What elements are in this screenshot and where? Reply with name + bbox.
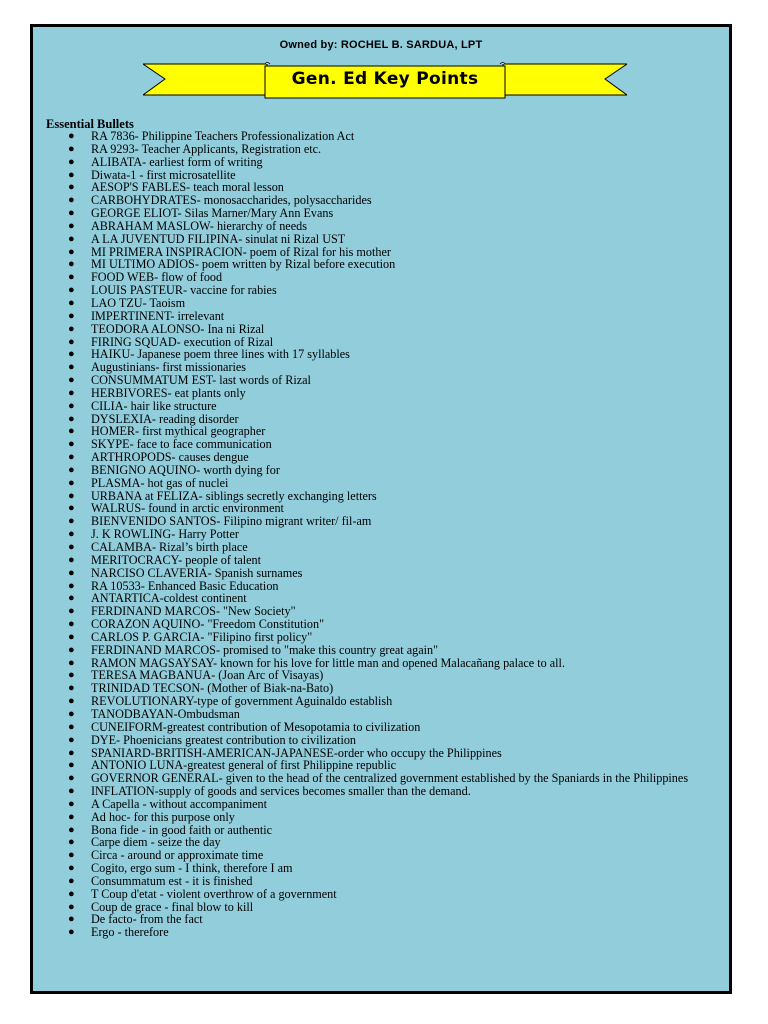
bullet-icon: ●: [68, 142, 75, 155]
list-item: [68, 732, 711, 747]
bullet-icon: ●: [68, 707, 75, 720]
bullet-icon: ●: [68, 489, 75, 502]
list-item-text: AESOP'S FABLES- teach moral lesson: [91, 180, 284, 195]
list-item: [68, 886, 711, 901]
list-item-text: CARBOHYDRATES- monosaccharides, polysaccharides: [91, 193, 372, 208]
list-item-text: ANTONIO LUNA-greatest general of first Philippine republic: [91, 758, 397, 773]
list-item-text: Ergo - therefore: [91, 925, 169, 940]
bullet-icon: ●: [68, 245, 75, 258]
list-item-text: FOOD WEB- flow of food: [91, 270, 223, 285]
list-item-text: CALAMBA- Rizal’s birth place: [91, 540, 248, 554]
list-item: [68, 218, 711, 233]
list-item-text: T Coup d'etat - violent overthrow of a government: [91, 886, 337, 901]
list-item: [68, 617, 711, 632]
bullet-icon: ●: [68, 926, 75, 939]
bullet-icon: ●: [68, 553, 75, 566]
bullet-icon: ●: [68, 155, 75, 168]
bullet-icon: ●: [68, 258, 75, 271]
owner-line: Owned by: ROCHEL B. SARDUA, LPT: [279, 39, 483, 51]
list-item-text: Ad hoc- for this purpose only: [91, 809, 235, 824]
list-item-text: FERDINAND MARCOS- promised to "make this country great again": [91, 642, 439, 657]
bullet-icon: ●: [68, 759, 75, 772]
bullet-icon: ●: [68, 862, 75, 875]
list-item-text: Augustinians- first missionaries: [91, 360, 247, 375]
list-item-text: Cogito, ergo sum - I think, therefore I am: [91, 861, 293, 876]
list-item-text: A LA JUVENTUD FILIPINA- sinulat ni Rizal UST: [91, 231, 346, 246]
bullet-icon: ●: [68, 322, 75, 335]
list-item: [68, 373, 711, 388]
list-item-text: TERESA MAGBANUA- (Joan Arc of Visayas): [91, 668, 324, 683]
bullet-icon: ●: [68, 887, 75, 900]
list-item-text: MERITOCRACY- people of talent: [91, 552, 262, 567]
list-item: [68, 231, 711, 246]
bullet-icon: ●: [68, 772, 75, 785]
list-item-text: HERBIVORES- eat plants only: [91, 385, 246, 400]
list-item: [68, 629, 711, 644]
bullet-icon: ●: [68, 669, 75, 682]
bullet-icon: ●: [68, 785, 75, 798]
list-item: [68, 784, 711, 799]
bullet-icon: ●: [68, 194, 75, 207]
bullet-icon: ●: [68, 682, 75, 695]
bullet-icon: ●: [68, 425, 75, 438]
list-item-text: MI ULTIMO ADIOS- poem written by Rizal before execution: [91, 257, 396, 272]
list-item-text: HOMER- first mythical geographer: [91, 424, 266, 439]
list-item-text: FIRING SQUAD- execution of Rizal: [91, 334, 274, 349]
bullet-icon: ●: [68, 399, 75, 412]
list-item: [68, 450, 711, 465]
list-item-text: RA 10533- Enhanced Basic Education: [91, 578, 279, 593]
list-item-text: J. K ROWLING- Harry Potter: [91, 527, 239, 542]
document-title: Gen. Ed Key Points: [291, 69, 479, 89]
list-item-text: URBANA at FELIZA- siblings secretly exchanging letters: [91, 488, 377, 503]
list-item-text: REVOLUTIONARY-type of government Aguinaldo establish: [91, 694, 393, 709]
bullet-icon: ●: [68, 643, 75, 656]
list-item: [68, 154, 711, 169]
list-item-text: SKYPE- face to face communication: [91, 437, 272, 452]
list-item-text: LOUIS PASTEUR- vaccine for rabies: [91, 283, 277, 298]
list-item-text: RA 9293- Teacher Applicants, Registration etc.: [91, 141, 322, 156]
bullet-icon: ●: [68, 348, 75, 361]
list-item: [68, 295, 711, 310]
list-item-text: DYSLEXIA- reading disorder: [91, 411, 239, 426]
list-item-text: HAIKU- Japanese poem three lines with 17 syllables: [91, 347, 350, 362]
list-item: [68, 565, 711, 580]
list-item: [68, 552, 711, 567]
list-item-text: Carpe diem - seize the day: [91, 835, 221, 850]
list-item-text: Consummatum est - it is finished: [91, 873, 253, 888]
bullet-icon: ●: [68, 284, 75, 297]
list-item: [68, 385, 711, 400]
list-item: [68, 809, 711, 824]
list-item: [68, 642, 711, 657]
bullet-icon: ●: [68, 168, 75, 181]
list-item: [68, 861, 711, 876]
bullet-icon: ●: [68, 232, 75, 245]
bullet-list: [68, 129, 711, 940]
list-item: [68, 141, 711, 156]
section-heading: Essential Bullets: [46, 117, 134, 131]
list-item-text: A Capella - without accompaniment: [91, 796, 267, 811]
bullet-icon: ●: [68, 361, 75, 374]
list-item-text: TANODBAYAN-Ombudsman: [91, 706, 240, 721]
bullet-icon: ●: [68, 900, 75, 913]
list-item: [68, 129, 711, 143]
list-item: [68, 206, 711, 221]
bullet-icon: ●: [68, 296, 75, 309]
list-item-text: Bona fide - in good faith or authentic: [91, 822, 273, 837]
bullet-icon: ●: [68, 913, 75, 926]
bullet-icon: ●: [68, 605, 75, 618]
bullet-icon: ●: [68, 592, 75, 605]
list-item: [68, 321, 711, 336]
list-item: [68, 462, 711, 477]
bullet-icon: ●: [68, 849, 75, 862]
list-item-text: PLASMA- hot gas of nuclei: [91, 475, 229, 490]
bullet-icon: ●: [68, 219, 75, 232]
bullet-icon: ●: [68, 130, 75, 142]
bullet-icon: ●: [68, 502, 75, 515]
bullet-icon: ●: [68, 386, 75, 399]
bullet-icon: ●: [68, 810, 75, 823]
list-item: [68, 719, 711, 734]
list-item: [68, 398, 711, 413]
bullet-icon: ●: [68, 618, 75, 631]
bullet-icon: ●: [68, 181, 75, 194]
bullet-icon: ●: [68, 746, 75, 759]
bullet-icon: ●: [68, 823, 75, 836]
list-item-text: CONSUMMATUM EST- last words of Rizal: [91, 373, 311, 388]
list-item-text: Diwata-1 - first microsatellite: [91, 167, 236, 182]
list-item-text: CUNEIFORM-greatest contribution of Mesopotamia to civilization: [91, 719, 421, 734]
bullet-icon: ●: [68, 412, 75, 425]
bullet-icon: ●: [68, 720, 75, 733]
list-item-text: CARLOS P. GARCIA- "Filipino first policy": [91, 629, 313, 644]
bordered-frame: [30, 24, 732, 994]
list-item: [68, 912, 711, 927]
bullet-icon: ●: [68, 541, 75, 553]
list-item-text: TEODORA ALONSO- Ina ni Rizal: [91, 321, 265, 336]
bullet-icon: ●: [68, 630, 75, 643]
list-item-text: BENIGNO AQUINO- worth dying for: [91, 462, 280, 477]
list-item-text: WALRUS- found in arctic environment: [91, 501, 284, 516]
list-item-text: LAO TZU- Taoism: [91, 295, 186, 310]
list-item: [68, 540, 711, 554]
list-item-text: IMPERTINENT- irrelevant: [91, 308, 225, 323]
list-item-text: ALIBATA- earliest form of writing: [91, 154, 263, 169]
list-item-text: CILIA- hair like structure: [91, 398, 217, 413]
bullet-icon: ●: [68, 374, 75, 387]
list-item-text: ABRAHAM MASLOW- hierarchy of needs: [91, 218, 307, 233]
list-item-text: GOVERNOR GENERAL- given to the head of the centralized government established by the Spaniards in the Philippines: [91, 771, 689, 786]
bullet-icon: ●: [68, 579, 75, 592]
list-item-text: FERDINAND MARCOS- "New Society": [91, 604, 296, 619]
bullet-icon: ●: [68, 733, 75, 746]
bullet-icon: ●: [68, 566, 75, 579]
bullet-icon: ●: [68, 695, 75, 708]
bullet-icon: ●: [68, 451, 75, 464]
list-item-text: GEORGE ELIOT- Silas Marner/Mary Ann Evans: [91, 206, 334, 221]
bullet-icon: ●: [68, 476, 75, 489]
list-item: [68, 475, 711, 490]
bullet-icon: ●: [68, 335, 75, 348]
bullet-icon: ●: [68, 515, 75, 528]
list-item-text: DYE- Phoenicians greatest contribution to civilization: [91, 732, 357, 747]
list-item-text: De facto- from the fact: [91, 912, 203, 927]
list-item: [68, 925, 711, 940]
list-item: [68, 706, 711, 721]
list-item-text: BIENVENIDO SANTOS- Filipino migrant writer/ fil-am: [91, 514, 372, 529]
bullet-icon: ●: [68, 309, 75, 322]
list-item-text: RAMON MAGSAYSAY- known for his love for little man and opened Malacañang palace to all.: [91, 655, 565, 670]
bullet-icon: ●: [68, 528, 75, 541]
list-item-text: CORAZON AQUINO- "Freedom Constitution": [91, 617, 325, 632]
list-item-text: Coup de grace - final blow to kill: [91, 899, 254, 914]
bullet-icon: ●: [68, 271, 75, 284]
list-item-text: RA 7836- Philippine Teachers Professionalization Act: [91, 129, 355, 143]
list-item-text: INFLATION-supply of goods and services becomes smaller than the demand.: [91, 784, 471, 799]
bullet-icon: ●: [68, 836, 75, 849]
list-item-text: ANTARTICA-coldest continent: [91, 591, 247, 606]
list-item-text: ARTHROPODS- causes dengue: [91, 450, 249, 465]
list-item: [68, 873, 711, 888]
list-item-text: MI PRIMERA INSPIRACION- poem of Rizal for his mother: [91, 244, 391, 259]
list-item: [68, 308, 711, 323]
bullet-icon: ●: [68, 463, 75, 476]
bullet-icon: ●: [68, 656, 75, 669]
title-banner: [143, 62, 627, 102]
bullet-icon: ●: [68, 438, 75, 451]
bullet-icon: ●: [68, 797, 75, 810]
list-item-text: NARCISO CLAVERIA- Spanish surnames: [91, 565, 303, 580]
list-item: [68, 796, 711, 811]
list-item-text: SPANIARD-BRITISH-AMERICAN-JAPANESE-order who occupy the Philippines: [91, 745, 502, 760]
list-item-text: Circa - around or approximate time: [91, 848, 264, 863]
bullet-icon: ●: [68, 874, 75, 887]
list-item-text: TRINIDAD TECSON- (Mother of Biak-na-Bato): [91, 681, 334, 696]
bullet-icon: ●: [68, 207, 75, 220]
